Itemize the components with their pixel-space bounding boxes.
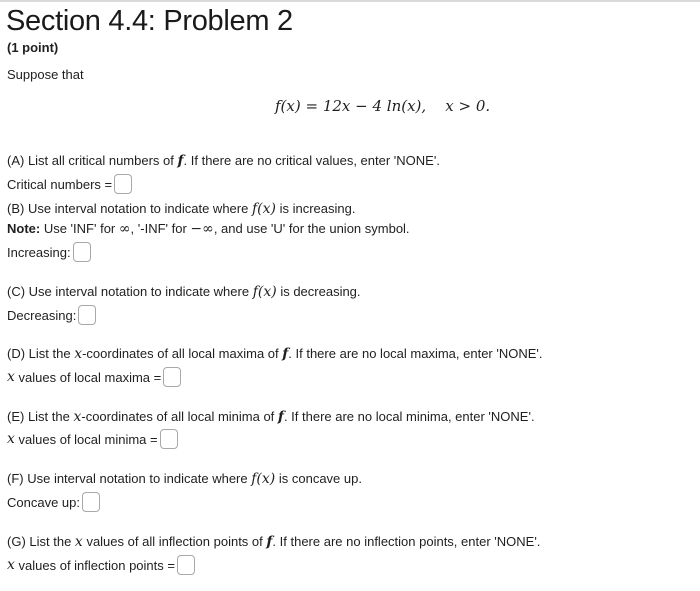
function-equation	[275, 97, 490, 115]
problem-title: Section 4.4: Problem 2	[6, 5, 293, 37]
inflection-points-input[interactable]	[177, 555, 195, 575]
question-b-symbol: f(x)	[251, 201, 276, 217]
question-g-text-3: . If there are no inflection points, enter 'NONE'.	[272, 534, 541, 549]
question-e	[7, 409, 535, 425]
note-label: Note:	[7, 221, 41, 236]
intro-text: Suppose that	[7, 67, 84, 82]
question-d-text-1: (D) List the	[7, 346, 75, 361]
question-e-symbol-2: f	[277, 409, 284, 425]
answer-label-g: values of inflection points =	[14, 557, 175, 573]
answer-row-b	[7, 242, 91, 262]
question-f-symbol: f(x)	[251, 471, 276, 487]
note-text-2: , '-INF' for	[130, 221, 191, 236]
question-b-text-2: is increasing.	[275, 201, 356, 216]
point-value: (1 point)	[7, 40, 59, 55]
question-c-text-1: (C) Use interval notation to indicate where	[7, 284, 253, 299]
decreasing-input[interactable]	[78, 305, 96, 325]
question-b-text-1: (B) Use interval notation to indicate where	[7, 201, 252, 216]
answer-label-a: Critical numbers =	[7, 176, 113, 192]
answer-symbol-e: x	[7, 431, 15, 447]
answer-label-e: values of local minima =	[14, 431, 158, 447]
increasing-input[interactable]	[73, 242, 91, 262]
question-c-text-2: is decreasing.	[276, 284, 361, 299]
question-g-text-1: (G) List the	[7, 534, 75, 549]
answer-label-d: values of local maxima =	[14, 369, 162, 385]
negative-infinity-symbol: −∞	[190, 221, 214, 237]
answer-row-a	[7, 174, 132, 194]
question-a-text-1: (A) List all critical numbers of	[7, 153, 178, 168]
question-g-symbol-2: f	[266, 534, 273, 550]
equation-lhs: f(x) = 12x − 4 ln(x),	[275, 97, 427, 115]
question-c	[7, 284, 361, 300]
answer-row-d	[7, 367, 181, 387]
answer-symbol-d: x	[7, 369, 15, 385]
local-maxima-input[interactable]	[163, 367, 181, 387]
question-d-symbol-1: x	[74, 346, 83, 362]
question-e-symbol-1: x	[73, 409, 82, 425]
question-g	[7, 534, 540, 550]
question-f	[7, 471, 362, 487]
question-f-text-1: (F) Use interval notation to indicate where	[7, 471, 252, 486]
question-a-text-2: . If there are no critical values, enter 'NONE'.	[183, 153, 440, 168]
answer-label-f: Concave up:	[7, 494, 80, 510]
answer-symbol-g: x	[7, 557, 15, 573]
answer-row-f	[7, 492, 100, 512]
question-e-text-2: -coordinates of all local minima of	[81, 409, 278, 424]
question-f-text-2: is concave up.	[275, 471, 362, 486]
question-e-text-3: . If there are no local minima, enter 'NONE'.	[283, 409, 535, 424]
answer-row-g	[7, 555, 195, 575]
top-divider	[0, 0, 700, 2]
concave-up-input[interactable]	[82, 492, 100, 512]
note-text-1: Use 'INF' for	[40, 221, 119, 236]
question-b	[7, 201, 355, 217]
question-d-text-2: -coordinates of all local maxima of	[82, 346, 283, 361]
question-g-text-2: values of all inflection points of	[82, 534, 267, 549]
question-d-symbol-2: f	[282, 346, 289, 362]
note-text-3: , and use 'U' for the union symbol.	[213, 221, 410, 236]
critical-numbers-input[interactable]	[114, 174, 132, 194]
local-minima-input[interactable]	[160, 429, 178, 449]
question-g-symbol-1: x	[74, 534, 83, 550]
question-a-symbol: f	[177, 153, 184, 169]
answer-row-e	[7, 429, 178, 449]
answer-label-c: Decreasing:	[7, 307, 77, 323]
question-e-text-1: (E) List the	[7, 409, 74, 424]
question-d-text-3: . If there are no local maxima, enter 'NONE'.	[288, 346, 543, 361]
question-a	[7, 153, 440, 169]
answer-label-b: Increasing:	[7, 244, 71, 260]
question-d	[7, 346, 543, 362]
note-b	[7, 221, 410, 237]
infinity-symbol: ∞	[118, 221, 131, 237]
question-c-symbol: f(x)	[252, 284, 277, 300]
answer-row-c	[7, 305, 96, 325]
equation-condition: x > 0.	[445, 97, 491, 115]
